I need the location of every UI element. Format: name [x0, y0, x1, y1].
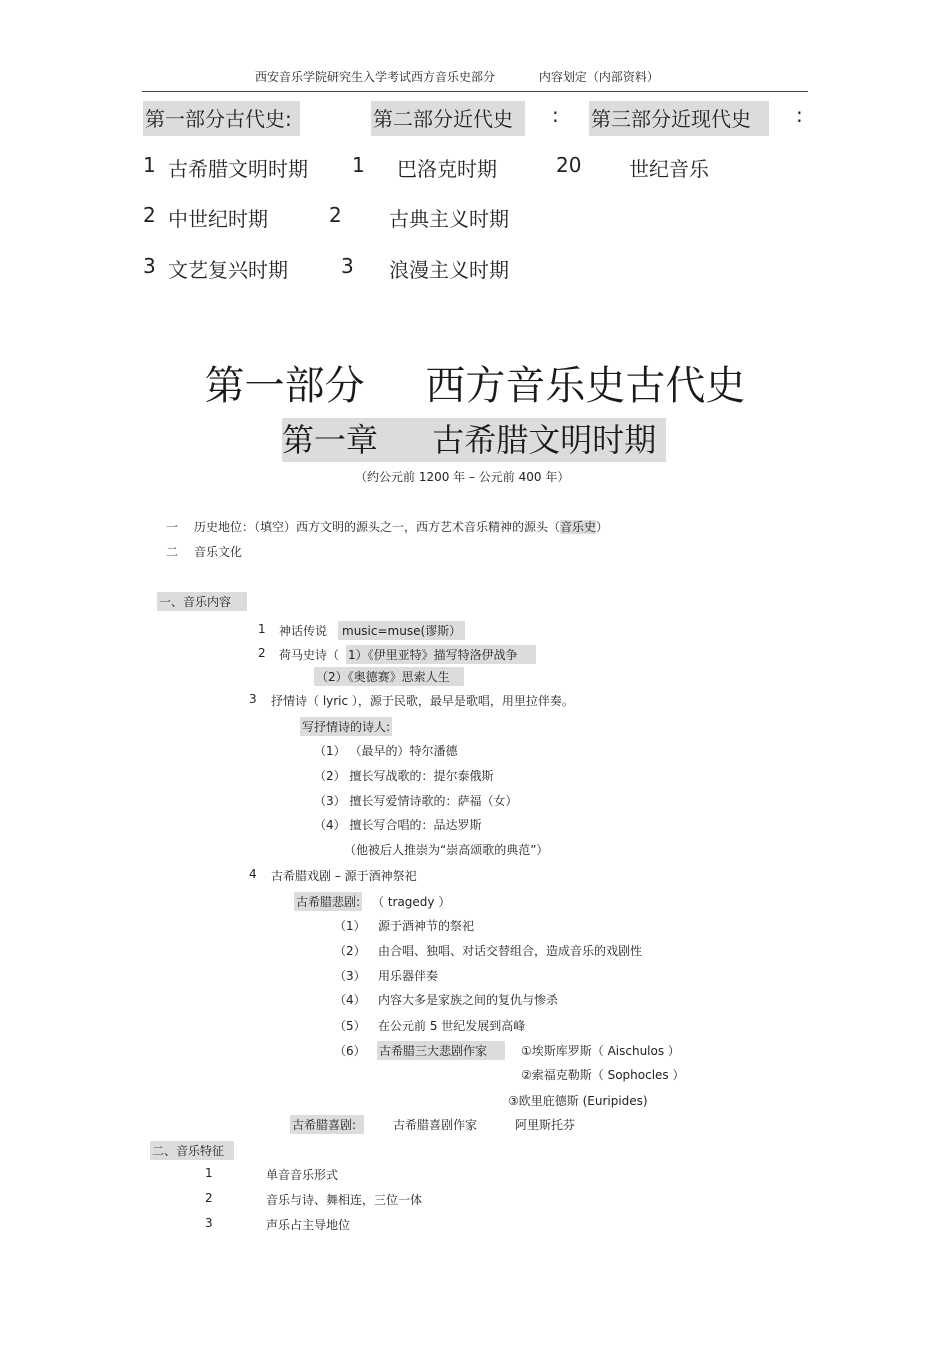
- overview-col2-title: 第二部分近代史: [371, 101, 525, 136]
- section1-heading: 一、音乐内容: [157, 592, 247, 611]
- feature-2-text: 音乐与诗、舞相连，三位一体: [266, 1193, 423, 1207]
- overview-col3-title: 第三部分近现代史: [589, 101, 769, 136]
- chapter-title: [282, 418, 666, 462]
- history-num-1: 一: [166, 520, 179, 534]
- date-range: （约公元前 1200 年 – 公元前 400 年）: [355, 470, 570, 484]
- overview-row-2b-text: 古典主义时期: [389, 207, 509, 231]
- playwright-3: ③欧里庇德斯 (Euripides): [508, 1094, 648, 1108]
- item4-text: 古希腊戏剧 – 源于酒神祭祀: [271, 869, 417, 883]
- tragedy-point-1-num: （1）: [334, 919, 366, 933]
- history-text-1: 历史地位：（填空）西方文明的源头之一，西方艺术音乐精神的源头（: [194, 520, 561, 534]
- history-num-2: 二: [166, 545, 179, 559]
- overview-row-1a-text: 古希腊文明时期: [168, 157, 308, 181]
- tragedy-point-5-num: （5）: [334, 1019, 366, 1033]
- item1-highlight: music=muse(谬斯）: [338, 621, 465, 640]
- chapter-title-label: 第一章: [282, 421, 379, 459]
- item3-num: 3: [249, 692, 257, 706]
- comedy-label: 古希腊喜剧:: [290, 1115, 364, 1134]
- chapter-title-text: 古希腊文明时期: [432, 421, 657, 459]
- item2-label: 荷马史诗（: [279, 648, 340, 662]
- overview-row-1a-num: 1: [143, 153, 156, 177]
- poet-2: （2） 擅长写战歌的：提尔泰俄斯: [314, 769, 494, 783]
- header-divider: [142, 91, 808, 92]
- overview-row-2a-num: 2: [143, 203, 156, 227]
- item2-odyssey: （2）《奥德赛》思索人生: [314, 667, 464, 686]
- overview-row-1c-text: 世纪音乐: [629, 157, 709, 181]
- item2-highlight: 1）《伊里亚特》描写特洛伊战争: [346, 645, 536, 664]
- overview-row-1c-num: 20: [556, 153, 582, 177]
- tragedy-point-3-num: （3）: [334, 969, 366, 983]
- item4-num: 4: [249, 867, 257, 881]
- overview-row-3b-text: 浪漫主义时期: [389, 258, 509, 282]
- tragedy-point-2-text: 由合唱、独唱、对话交替组合，造成音乐的戏剧性: [378, 944, 643, 958]
- part-title-text: 西方音乐史古代史: [425, 363, 746, 409]
- poets-note: （他被后人推崇为“崇高颂歌的典范”）: [344, 843, 549, 857]
- overview-col3-colon: :: [796, 103, 803, 127]
- poets-label: 写抒情诗的诗人:: [300, 717, 392, 736]
- tragedy-point-4-num: （4）: [334, 993, 366, 1007]
- history-line-1: [194, 518, 608, 535]
- item3-text: 抒情诗（ lyric ），源于民歌，最早是歌唱，用里拉伴奏。: [271, 694, 574, 708]
- tragedy-label: 古希腊悲剧:: [294, 892, 362, 911]
- playwright-2: ②索福克勒斯（ Sophocles ）: [521, 1068, 685, 1082]
- tragedy-point-4-text: 内容大多是家族之间的复仇与惨杀: [378, 993, 559, 1007]
- part-title: [0, 354, 950, 411]
- overview-row-2b-num: 2: [329, 203, 342, 227]
- item1-label: 神话传说: [279, 624, 328, 638]
- history-end-1: ）: [596, 520, 609, 534]
- overview-col2-colon: :: [552, 103, 559, 127]
- feature-3-num: 3: [205, 1216, 213, 1230]
- tragedy-point-6-label: 古希腊三大悲剧作家: [377, 1041, 505, 1060]
- poet-4: （4） 擅长写合唱的：品达罗斯: [314, 818, 482, 832]
- overview-col1-title: 第一部分古代史:: [143, 101, 300, 136]
- section2-heading: 二、音乐特征: [150, 1141, 234, 1160]
- overview-row-1b-num: 1: [352, 153, 365, 177]
- feature-3-text: 声乐占主导地位: [266, 1218, 351, 1232]
- poet-1: （1） （最早的）特尔潘德: [314, 744, 458, 758]
- part-title-label: 第一部分: [204, 363, 365, 409]
- overview-row-3b-num: 3: [341, 254, 354, 278]
- tragedy-en: （ tragedy ）: [372, 895, 451, 909]
- feature-1-text: 单音音乐形式: [266, 1168, 339, 1182]
- tragedy-point-6-num: （6）: [334, 1044, 366, 1058]
- tragedy-point-2-num: （2）: [334, 944, 366, 958]
- feature-1-num: 1: [205, 1166, 213, 1180]
- item1-num: 1: [258, 622, 266, 636]
- poet-3: （3） 擅长写爱情诗歌的：萨福（女）: [314, 794, 518, 808]
- playwright-1: ①埃斯库罗斯（ Aischulos ）: [521, 1044, 680, 1058]
- header-note: 内容划定（内部资料）: [538, 70, 659, 84]
- history-highlight: 音乐史: [560, 520, 597, 534]
- page-header: [255, 68, 659, 85]
- overview-row-1b-text: 巴洛克时期: [397, 157, 497, 181]
- comedy-author: 阿里斯托芬: [515, 1118, 576, 1132]
- overview-row-3a-text: 文艺复兴时期: [168, 258, 288, 282]
- feature-2-num: 2: [205, 1191, 213, 1205]
- header-text: 西安音乐学院研究生入学考试西方音乐史部分: [255, 70, 496, 84]
- tragedy-point-5-text: 在公元前 5 世纪发展到高峰: [378, 1019, 526, 1033]
- item2-num: 2: [258, 646, 266, 660]
- history-text-2: 音乐文化: [194, 545, 243, 559]
- tragedy-point-3-text: 用乐器伴奏: [378, 969, 439, 983]
- comedy-text: 古希腊喜剧作家: [393, 1118, 478, 1132]
- overview-row-2a-text: 中世纪时期: [168, 207, 268, 231]
- tragedy-point-1-text: 源于酒神节的祭祀: [378, 919, 475, 933]
- overview-row-3a-num: 3: [143, 254, 156, 278]
